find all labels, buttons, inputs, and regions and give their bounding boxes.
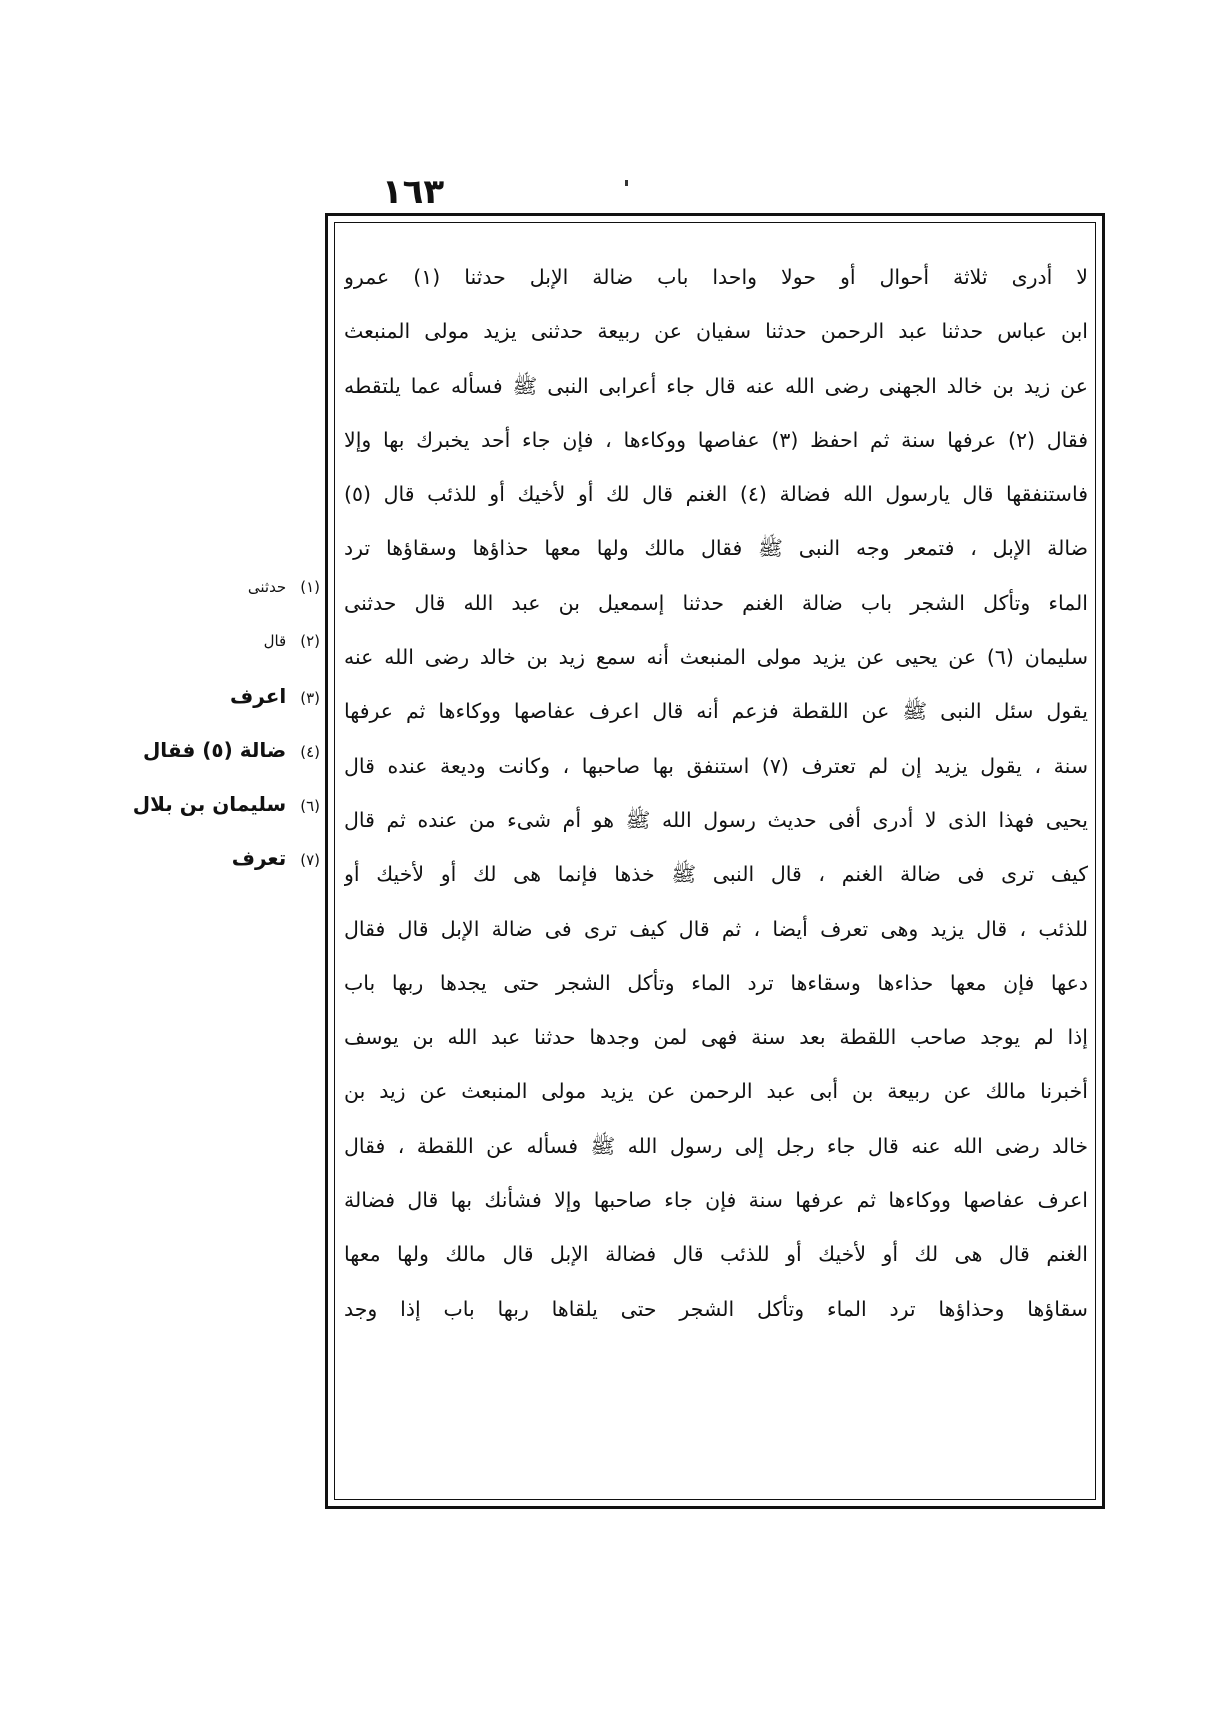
text-line: كيف ترى فى ضالة الغنم ، قال النبى ﷺ خذها فإنما هى لك أو لأخيك أو bbox=[344, 862, 1088, 887]
main-text bbox=[344, 250, 1088, 1336]
text-line: لا أدرى ثلاثة أحوال أو حولا واحدا باب ضالة الإبل حدثنا (١) عمرو bbox=[344, 265, 1088, 289]
note-number: (١) bbox=[300, 578, 320, 596]
note-number: (٤) bbox=[300, 742, 320, 761]
note-number: (٢) bbox=[300, 632, 320, 651]
note-text: اعرف bbox=[230, 683, 287, 708]
note-text: تعرف bbox=[231, 846, 287, 871]
text-line: للذئب ، قال يزيد وهى تعرف أيضا ، ثم قال كيف ترى فى ضالة الإبل قال فقال bbox=[344, 916, 1088, 941]
ink-mark bbox=[625, 180, 628, 186]
text-line: سقاؤها وحذاؤها ترد الماء وتأكل الشجر حتى يلقاها ربها باب إذا وجد bbox=[344, 1296, 1088, 1321]
text-line: دعها فإن معها حذاءها وسقاءها ترد الماء وتأكل الشجر حتى يجدها ربها باب bbox=[344, 970, 1088, 995]
margin-notes bbox=[120, 560, 320, 886]
text-line: ضالة الإبل ، فتمعر وجه النبى ﷺ فقال مالك ولها معها حذاؤها وسقاؤها ترد bbox=[344, 536, 1088, 561]
text-line: خالد رضى الله عنه قال جاء رجل إلى رسول الله ﷺ فسأله عن اللقطة ، فقال bbox=[344, 1133, 1088, 1158]
note-text: ضالة (٥) فقال bbox=[142, 737, 287, 762]
text-line: أخبرنا مالك عن ربيعة بن أبى عبد الرحمن عن يزيد مولى المنبعث عن زيد بن bbox=[344, 1079, 1088, 1104]
margin-note bbox=[120, 777, 320, 831]
text-line: يحيى فهذا الذى لا أدرى أفى حديث رسول الله ﷺ هو أم شىء من عنده ثم قال bbox=[344, 807, 1088, 832]
note-number: (٧) bbox=[300, 851, 320, 870]
note-number: (٦) bbox=[300, 797, 320, 816]
note-text: حدثنى bbox=[247, 578, 287, 596]
note-text: سليمان بن بلال bbox=[132, 792, 287, 817]
text-line: الماء وتأكل الشجر باب ضالة الغنم حدثنا إسمعيل بن عبد الله قال حدثنى bbox=[344, 590, 1088, 615]
text-line: سليمان (٦) عن يحيى عن يزيد مولى المنبعث أنه سمع زيد بن خالد رضى الله عنه bbox=[344, 645, 1088, 670]
text-line: عن زيد بن خالد الجهنى رضى الله عنه قال جاء أعرابى النبى ﷺ فسأله عما يلتقطه bbox=[344, 373, 1088, 398]
text-line: إذا لم يوجد صاحب اللقطة بعد سنة فهى لمن وجدها حدثنا عبد الله بن يوسف bbox=[344, 1025, 1088, 1050]
margin-note bbox=[120, 831, 320, 885]
margin-note bbox=[120, 560, 320, 614]
margin-note bbox=[120, 614, 320, 668]
text-line: الغنم قال هى لك أو لأخيك أو للذئب قال فضالة الإبل قال مالك ولها معها bbox=[344, 1242, 1088, 1267]
text-line: فاستنفقها قال يارسول الله فضالة (٤) الغنم قال لك أو لأخيك أو للذئب قال (٥) bbox=[344, 482, 1088, 507]
margin-note bbox=[120, 669, 320, 723]
note-text: قال bbox=[263, 632, 287, 651]
text-line: يقول سئل النبى ﷺ عن اللقطة فزعم أنه قال اعرف عفاصها ووكاءها ثم عرفها bbox=[344, 699, 1088, 724]
margin-note bbox=[120, 723, 320, 777]
text-line: اعرف عفاصها ووكاءها ثم عرفها سنة فإن جاء صاحبها وإلا فشأنك بها قال فضالة bbox=[344, 1188, 1088, 1213]
text-line: ابن عباس حدثنا عبد الرحمن حدثنا سفيان عن ربيعة حدثنى يزيد مولى المنبعث bbox=[344, 319, 1088, 344]
text-line: سنة ، يقول يزيد إن لم تعترف (٧) استنفق بها صاحبها ، وكانت وديعة عنده قال bbox=[344, 753, 1088, 778]
text-line: فقال (٢) عرفها سنة ثم احفظ (٣) عفاصها ووكاءها ، فإن جاء أحد يخبرك بها وإلا bbox=[344, 427, 1088, 452]
page-number: ١٦٣ bbox=[381, 172, 445, 212]
note-number: (٣) bbox=[300, 688, 320, 707]
